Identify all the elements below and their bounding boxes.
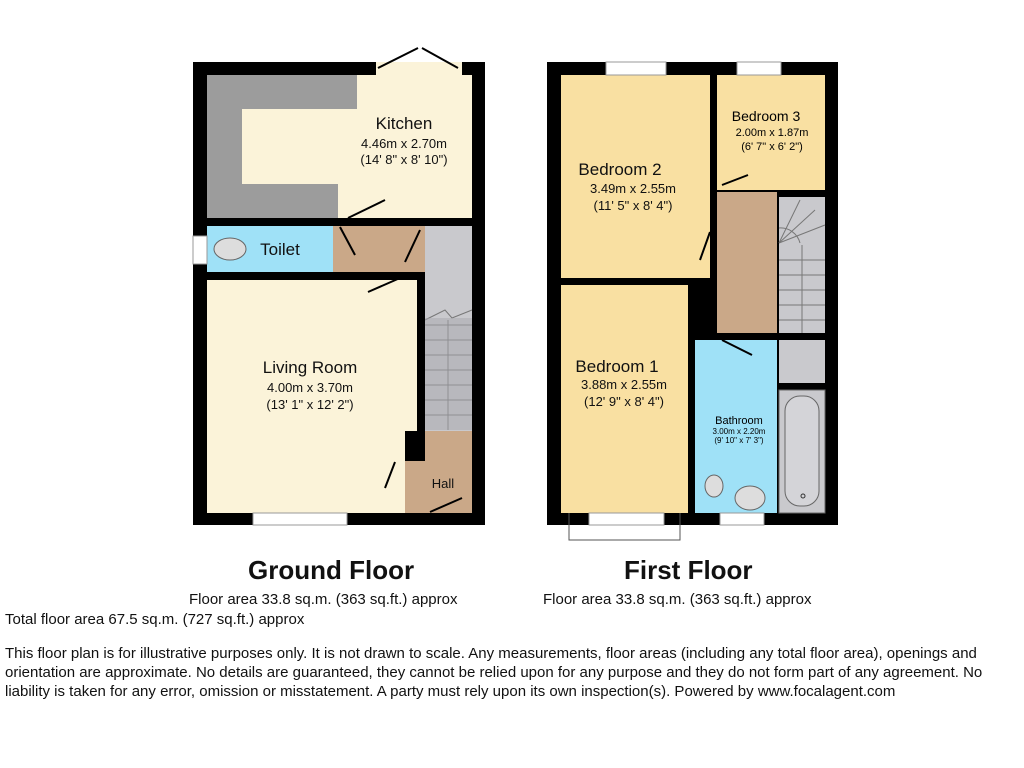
bedroom2-metric: 3.49m x 2.55m (590, 181, 676, 196)
cupboard (779, 340, 825, 383)
ground-floor-plan (193, 48, 485, 525)
landing (717, 192, 777, 333)
bathroom-imperial: (9' 10" x 7' 3") (714, 436, 764, 445)
total-floor-area: Total floor area 67.5 sq.m. (727 sq.ft.) approx (5, 611, 305, 628)
kitchen-metric: 4.46m x 2.70m (361, 136, 447, 151)
first-floor-area: Floor area 33.8 sq.m. (363 sq.ft.) approx (543, 591, 812, 608)
bedroom1-label: Bedroom 1 (575, 357, 659, 376)
living-label: Living Room (262, 358, 358, 377)
kitchen-counter (207, 184, 338, 218)
living-imperial: (13' 1" x 12' 2") (266, 397, 354, 412)
hall-label: Hall (431, 476, 455, 491)
window (253, 513, 347, 525)
bedroom2-label: Bedroom 2 (578, 160, 662, 179)
first-floor-plan (547, 62, 838, 540)
bedroom1-metric: 3.88m x 2.55m (581, 377, 667, 392)
toilet-fixture (214, 238, 246, 260)
bedroom1-imperial: (12' 9" x 8' 4") (584, 394, 664, 409)
living-metric: 4.00m x 3.70m (267, 380, 353, 395)
kitchen-label: Kitchen (375, 114, 433, 133)
window (720, 513, 764, 525)
window (606, 62, 666, 75)
window (589, 513, 664, 525)
ground-floor-title: Ground Floor (248, 555, 415, 585)
disclaimer: This floor plan is for illustrative purposes only. It is not drawn to scale. Any measurements, floor areas (including any total floor area), openings and orientation are approximate. No details are guaranteed, they cannot be relied upon for any purpose and they do not form part of any agreement. No liability is taken for any error, omission or misstatement. A party must rely upon its own inspection(s). Powered by www.focalagent.com (5, 645, 983, 700)
toilet-label: Toilet (260, 240, 300, 259)
bedroom3-imperial: (6' 7" x 6' 2") (741, 141, 803, 153)
bedroom3-label: Bedroom 3 (731, 108, 801, 124)
bathroom-metric: 3.00m x 2.20m (712, 427, 766, 436)
bathroom-label: Bathroom (715, 415, 763, 427)
first-floor-title: First Floor (624, 555, 753, 585)
basin-fixture (735, 486, 765, 510)
kitchen-imperial: (14' 8" x 8' 10") (360, 152, 448, 167)
toilet-fixture (705, 475, 723, 497)
bedroom2-imperial: (11' 5" x 8' 4") (593, 198, 673, 213)
bedroom3-metric: 2.00m x 1.87m (735, 127, 809, 139)
ground-floor-area: Floor area 33.8 sq.m. (363 sq.ft.) approx (189, 591, 458, 608)
window (193, 236, 207, 264)
window (737, 62, 781, 75)
